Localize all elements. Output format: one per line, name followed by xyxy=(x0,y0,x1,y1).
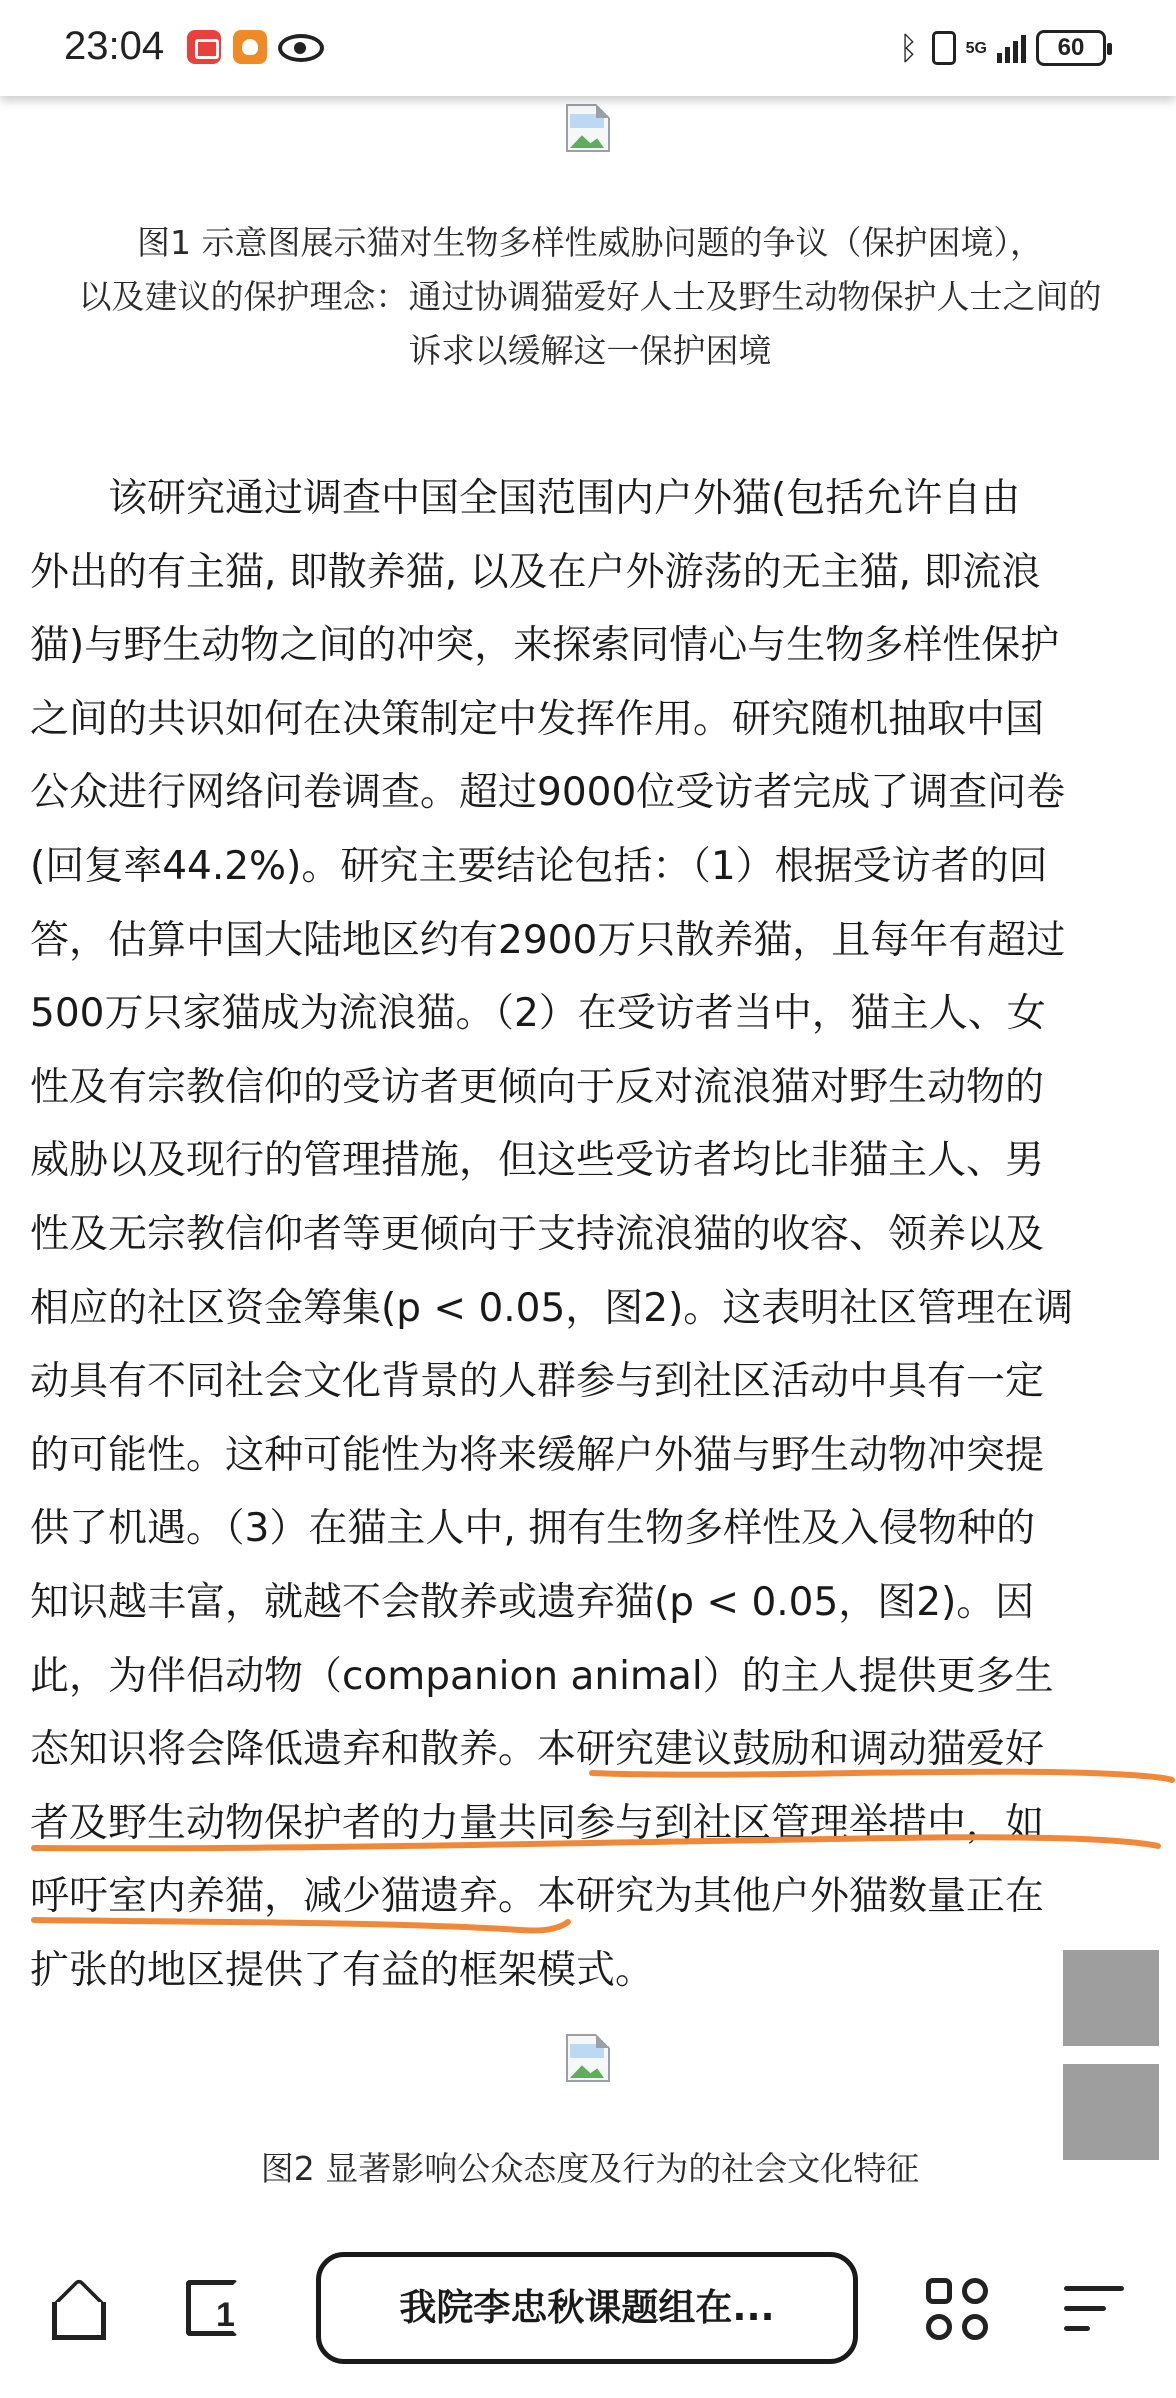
bluetooth-icon: ᛒ xyxy=(899,29,919,66)
menu-icon[interactable] xyxy=(1064,2282,1124,2338)
figure2-caption: 图2 显著影响公众态度及行为的社会文化特征 xyxy=(260,2149,920,2188)
apps-grid-icon[interactable] xyxy=(926,2278,990,2342)
figure2-image[interactable] xyxy=(564,2034,612,2084)
paragraph-line: (回复率44.2%)。研究主要结论包括：（1）根据受访者的回 xyxy=(30,843,1048,889)
paragraph-line: 动具有不同社会文化背景的人群参与到社区活动中具有一定 xyxy=(30,1359,1045,1405)
paragraph-line: 性及无宗教信仰者等更倾向于支持流浪猫的收容、领养以及 xyxy=(30,1211,1045,1257)
paragraph-line: 性及有宗教信仰的受访者更倾向于反对流浪猫对野生动物的 xyxy=(30,1064,1045,1110)
signal-icon xyxy=(997,33,1026,63)
article-paragraph xyxy=(30,462,1140,2007)
paragraph-line: 外出的有主猫, 即散养猫, 以及在户外游荡的无主猫, 即流浪 xyxy=(30,549,1041,595)
floating-button[interactable] xyxy=(1063,1950,1159,2046)
figure1-caption-line: 图1 示意图展示猫对生物多样性威胁问题的争议（保护困境）， xyxy=(137,223,1043,262)
system-icons xyxy=(896,26,1106,70)
tabs-icon[interactable]: 1 xyxy=(182,2274,246,2338)
paragraph-line: 该研究通过调查中国全国范围内户外猫(包括允许自由 xyxy=(30,476,1021,521)
paragraph-line: 态知识将会降低遗弃和散养。本研究建议鼓励和调动猫爱好 xyxy=(30,1727,1045,1773)
status-time: 23:04 xyxy=(64,24,165,68)
eye-comfort-icon xyxy=(278,34,324,62)
paragraph-line: 猫)与野生动物之间的冲突，来探索同情心与生物多样性保护 xyxy=(30,623,1060,669)
status-bar xyxy=(0,0,1176,96)
floating-button[interactable] xyxy=(1063,2064,1159,2160)
paragraph-line: 威胁以及现行的管理措施，但这些受访者均比非猫主人、男 xyxy=(30,1138,1045,1184)
paragraph-line: 500万只家猫成为流浪猫。（2）在受访者当中，猫主人、女 xyxy=(30,991,1046,1037)
paragraph-line: 相应的社区资金筹集(p < 0.05，图2)。这表明社区管理在调 xyxy=(30,1285,1074,1331)
paragraph-line: 此，为伴侣动物（companion animal）的主人提供更多生 xyxy=(30,1653,1054,1699)
notification-app-icon xyxy=(187,30,221,64)
vibrate-icon xyxy=(932,31,956,65)
paragraph-line: 之间的共识如何在决策制定中发挥作用。研究随机抽取中国 xyxy=(30,696,1045,742)
paragraph-line: 答，估算中国大陆地区约有2900万只散养猫，且每年有超过 xyxy=(30,917,1066,963)
notification-app-icon-2 xyxy=(233,30,267,64)
paragraph-line: 呼吁室内养猫，减少猫遗弃。本研究为其他户外猫数量正在 xyxy=(30,1874,1045,1920)
home-icon[interactable] xyxy=(48,2278,110,2340)
page-title-button[interactable]: 我院李忠秋课题组在... xyxy=(316,2252,858,2364)
paragraph-line: 者及野生动物保护者的力量共同参与到社区管理举措中，如 xyxy=(30,1800,1045,1846)
paragraph-line: 的可能性。这种可能性为将来缓解户外猫与野生动物冲突提 xyxy=(30,1432,1045,1478)
paragraph-line: 知识越丰富，就越不会散养或遗弃猫(p < 0.05，图2)。因 xyxy=(30,1579,1035,1625)
paragraph-line: 供了机遇。（3）在猫主人中, 拥有生物多样性及入侵物种的 xyxy=(30,1506,1036,1552)
battery-icon: 60 xyxy=(1036,30,1106,66)
paragraph-line: 公众进行网络问卷调查。超过9000位受访者完成了调查问卷 xyxy=(30,770,1066,816)
figure1-caption-line: 诉求以缓解这一保护困境 xyxy=(408,331,772,370)
figure1-caption xyxy=(30,216,1150,378)
bottom-navigation xyxy=(0,2218,1176,2398)
figure1-caption-line: 以及建议的保护理念：通过协调猫爱好人士及野生动物保护人士之间的 xyxy=(78,277,1102,316)
network-type: 5G xyxy=(965,39,987,57)
paragraph-line: 扩张的地区提供了有益的框架模式。 xyxy=(30,1947,655,1993)
figure1-image[interactable] xyxy=(564,104,612,154)
